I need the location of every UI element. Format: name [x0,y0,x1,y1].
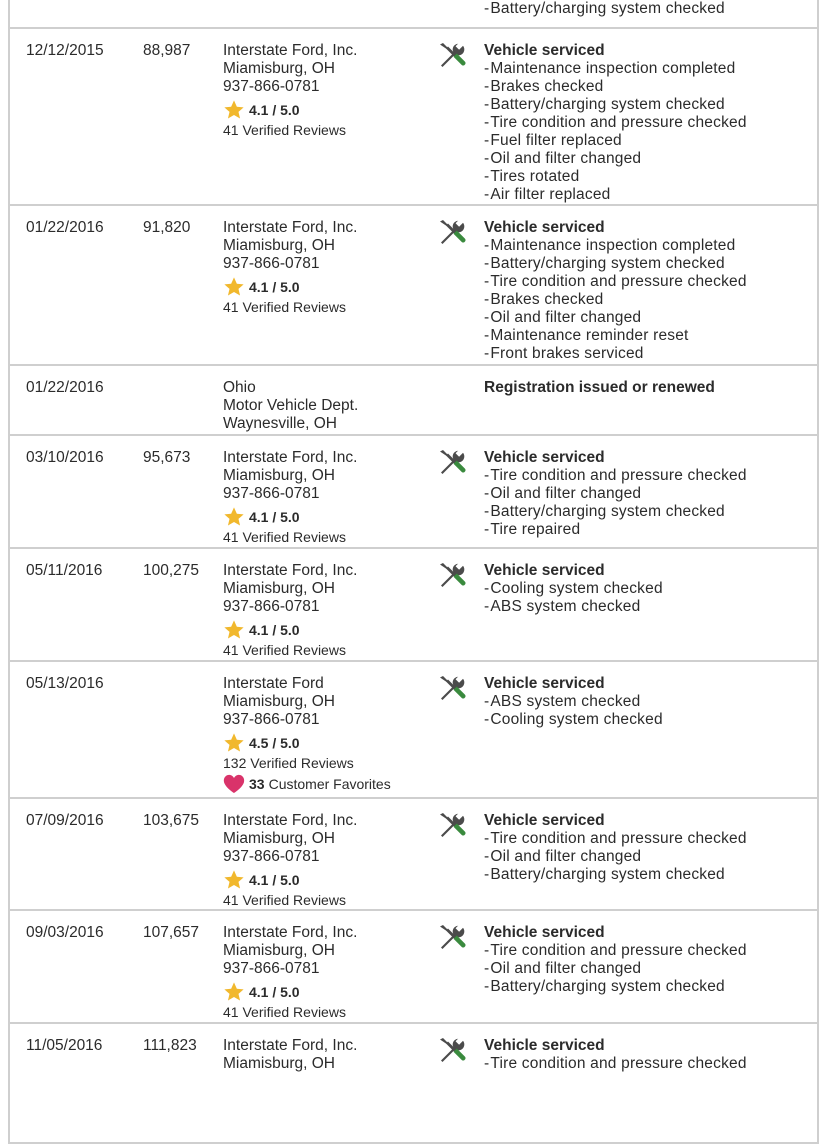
service-items [484,0,814,18]
service-item: - Oil and filter changed [484,150,814,168]
rating [223,870,433,890]
source-name[interactable]: Interstate Ford, Inc. [223,812,358,829]
service-items [484,1055,814,1073]
service-item: - Battery/charging system checked [484,255,814,273]
wrench-screwdriver-icon [437,1036,467,1066]
service-item: - Battery/charging system checked [484,96,814,114]
star-icon [223,619,245,641]
source-name[interactable]: Interstate Ford, Inc. [223,562,358,579]
record-source [223,219,433,316]
record-mileage: 111,823 [143,1037,197,1054]
rating-value: 4.1 / 5.0 [249,984,300,1000]
rating-value: 4.1 / 5.0 [249,279,300,295]
record-details [484,449,814,539]
verified-reviews-link[interactable]: 41 Verified Reviews [223,122,346,138]
record-source [223,812,433,909]
source-location: Miamisburg, OH [223,580,335,597]
service-item: - Battery/charging system checked [484,978,814,996]
service-item: - Tire condition and pressure checked [484,830,814,848]
source-name[interactable]: Interstate Ford, Inc. [223,42,358,59]
record-date: 01/22/2016 [26,219,104,236]
verified-reviews-link[interactable]: 132 Verified Reviews [223,755,354,771]
wrench-screwdriver-icon [437,674,467,704]
verified-reviews-link[interactable]: 41 Verified Reviews [223,529,346,545]
rating [223,982,433,1002]
verified-reviews-link[interactable]: 41 Verified Reviews [223,1004,346,1020]
service-item: - Brakes checked [484,291,814,309]
record-heading: Registration issued or renewed [484,379,715,396]
source-location: Miamisburg, OH [223,1055,335,1072]
star-icon [223,99,245,121]
record-source [223,42,433,139]
service-record-row [10,662,817,799]
service-item: - Tires rotated [484,168,814,186]
service-item: - Tire condition and pressure checked [484,114,814,132]
service-item: - Battery/charging system checked [484,503,814,521]
rating-value: 4.1 / 5.0 [249,509,300,525]
record-heading: Vehicle serviced [484,449,605,466]
heart-icon [223,774,245,794]
service-item: - ABS system checked [484,693,814,711]
source-location: Miamisburg, OH [223,942,335,959]
source-phone[interactable]: 937-866-0781 [223,960,320,977]
record-heading: Vehicle serviced [484,562,605,579]
service-items [484,237,814,363]
service-record-row [10,0,817,29]
service-items [484,830,814,884]
source-name[interactable]: Interstate Ford, Inc. [223,449,358,466]
record-heading: Vehicle serviced [484,675,605,692]
source-phone[interactable]: 937-866-0781 [223,78,320,95]
record-details [484,219,814,363]
star-icon [223,506,245,528]
service-item: - Oil and filter changed [484,960,814,978]
rating [223,620,433,640]
wrench-screwdriver-icon [437,923,467,953]
source-name[interactable]: Interstate Ford, Inc. [223,924,358,941]
rating-value: 4.5 / 5.0 [249,735,300,751]
record-source [223,562,433,659]
record-date: 07/09/2016 [26,812,104,829]
service-item: - Maintenance reminder reset [484,327,814,345]
rating [223,277,433,297]
star-icon [223,981,245,1003]
source-phone[interactable]: 937-866-0781 [223,485,320,502]
rating-value: 4.1 / 5.0 [249,622,300,638]
service-items [484,580,814,616]
source-location: Miamisburg, OH [223,693,335,710]
service-item: - Battery/charging system checked [484,0,814,18]
record-details [484,812,814,884]
source-location: Miamisburg, OH [223,467,335,484]
service-item: - Oil and filter changed [484,848,814,866]
verified-reviews-link[interactable]: 41 Verified Reviews [223,299,346,315]
rating-value: 4.1 / 5.0 [249,872,300,888]
wrench-screwdriver-icon [437,218,467,248]
service-item: - Brakes checked [484,78,814,96]
service-record-row [10,911,817,1024]
service-item: - Tire condition and pressure checked [484,942,814,960]
record-details [484,42,814,204]
source-location: Miamisburg, OH [223,60,335,77]
service-item: - Maintenance inspection completed [484,237,814,255]
record-details [484,1037,814,1073]
source-phone[interactable]: 937-866-0781 [223,711,320,728]
record-date: 05/11/2016 [26,562,103,579]
customer-favorites [223,774,433,794]
record-details [484,562,814,616]
record-date: 05/13/2016 [26,675,104,692]
source-name[interactable]: Interstate Ford, Inc. [223,219,358,236]
source-location: Miamisburg, OH [223,237,335,254]
service-items [484,60,814,204]
service-item: - Oil and filter changed [484,485,814,503]
service-item: - Air filter replaced [484,186,814,204]
source-location: Motor Vehicle Dept. [223,397,359,414]
source-name[interactable]: Ohio [223,379,256,396]
record-mileage: 100,275 [143,562,200,579]
record-details [484,675,814,729]
record-mileage: 95,673 [143,449,191,466]
record-source [223,675,433,794]
record-heading: Vehicle serviced [484,812,605,829]
rating-value: 4.1 / 5.0 [249,102,300,118]
star-icon [223,732,245,754]
service-record-row [10,549,817,662]
wrench-screwdriver-icon [437,41,467,71]
service-item: - Tire repaired [484,521,814,539]
service-item: - Tire condition and pressure checked [484,467,814,485]
record-details [484,0,814,18]
wrench-screwdriver-icon [437,448,467,478]
service-item: - Tire condition and pressure checked [484,273,814,291]
wrench-screwdriver-icon [437,561,467,591]
service-history-table [8,0,819,1144]
record-heading: Vehicle serviced [484,1037,605,1054]
service-items [484,942,814,996]
record-source [223,379,433,433]
record-source [223,924,433,1021]
wrench-screwdriver-icon [437,811,467,841]
star-icon [223,869,245,891]
service-item: - Front brakes serviced [484,345,814,363]
record-mileage: 103,675 [143,812,200,829]
record-mileage: 88,987 [143,42,191,59]
record-source [223,449,433,546]
service-item: - Cooling system checked [484,580,814,598]
source-name[interactable]: Interstate Ford, Inc. [223,1037,358,1054]
record-details [484,379,814,397]
source-location: Waynesville, OH [223,415,337,432]
service-items [484,467,814,539]
service-item: - ABS system checked [484,598,814,616]
source-location: Miamisburg, OH [223,830,335,847]
source-name[interactable]: Interstate Ford [223,675,324,692]
record-source [223,1037,433,1073]
service-record-row [10,206,817,366]
star-icon [223,276,245,298]
record-date: 12/12/2015 [26,42,104,59]
record-heading: Vehicle serviced [484,924,605,941]
service-item: - Fuel filter replaced [484,132,814,150]
rating [223,100,433,120]
record-date: 03/10/2016 [26,449,104,466]
source-phone[interactable]: 937-866-0781 [223,848,320,865]
record-date: 01/22/2016 [26,379,104,396]
service-item: - Cooling system checked [484,711,814,729]
service-item: - Oil and filter changed [484,309,814,327]
source-phone[interactable]: 937-866-0781 [223,255,320,272]
service-record-row [10,799,817,911]
record-date: 09/03/2016 [26,924,104,941]
rating [223,507,433,527]
service-record-row [10,1024,817,1144]
record-mileage: 91,820 [143,219,191,236]
favorites-label: Customer Favorites [268,776,391,792]
service-item: - Tire condition and pressure checked [484,1055,814,1073]
record-details [484,924,814,996]
rating [223,733,433,753]
record-date: 11/05/2016 [26,1037,103,1054]
service-items [484,693,814,729]
favorites-count: 33 [249,776,265,792]
service-record-row [10,29,817,206]
verified-reviews-link[interactable]: 41 Verified Reviews [223,892,346,908]
record-mileage: 107,657 [143,924,200,941]
verified-reviews-link[interactable]: 41 Verified Reviews [223,642,346,658]
record-heading: Vehicle serviced [484,42,605,59]
service-record-row [10,436,817,549]
source-phone[interactable]: 937-866-0781 [223,598,320,615]
service-item: - Battery/charging system checked [484,866,814,884]
record-heading: Vehicle serviced [484,219,605,236]
service-item: - Maintenance inspection completed [484,60,814,78]
service-record-row [10,366,817,436]
